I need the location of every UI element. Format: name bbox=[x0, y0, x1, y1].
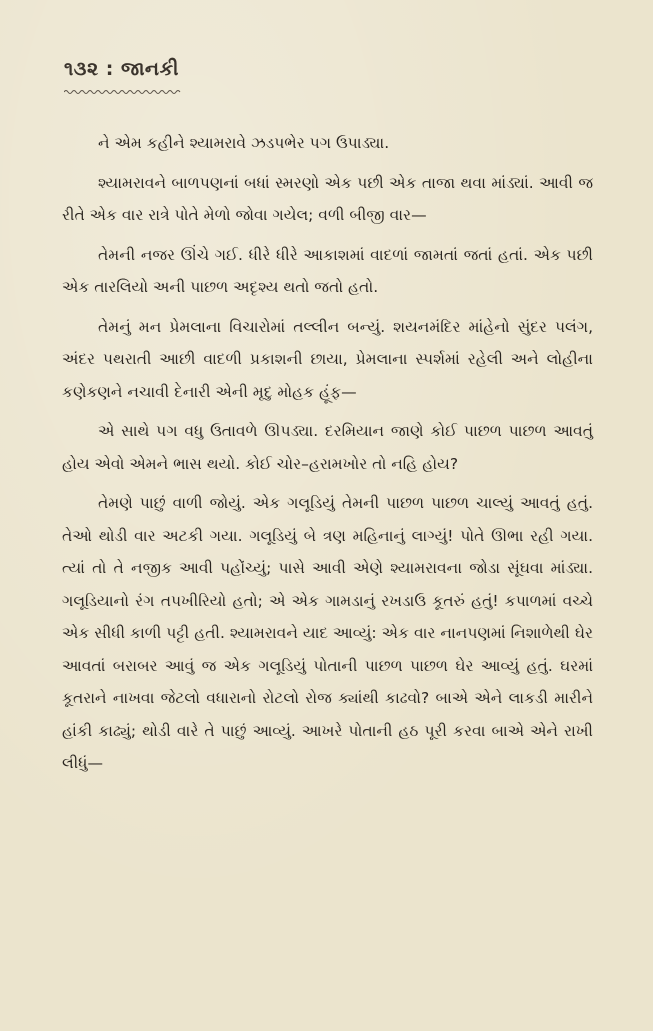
running-head: ૧૩૨ : જાનકી bbox=[64, 58, 179, 80]
wavy-rule bbox=[64, 89, 182, 95]
page-body bbox=[62, 127, 593, 780]
paragraph-4: તેમનું મન પ્રેમલાના વિચારોમાં તલ્લીન બન્યું. શયનમંદિર માંહેનો સુંદર પલંગ, અંદર પથરાતી આછી વાદળી પ્રકાશની છાયા, પ્રેમલાના સ્પર્શમાં રહેલી અને લોહીના કણેકણને નચાવી દેનારી એની મૃદુ મોહક હૂંફ— bbox=[62, 317, 593, 401]
paragraph-3: તેમની નજર ઊંચે ગઈ. ધીરે ધીરે આકાશમાં વાદળાં જામતાં જતાં હતાં. એક પછી એક તારલિયો અની પાછળ અદૃશ્ય થતો જતો હતો. bbox=[62, 245, 593, 296]
paragraph-6: તેમણે પાછું વાળી જોયું. એક ગલૂડિયું તેમની પાછળ પાછળ ચાલ્યું આવતું હતું. તેઓ થોડી વાર અટકી ગયા. ગલૂડિયું બે ત્રણ મહિનાનું લાગ્યું! પોતે ઊભા રહી ગયા. ત્યાં તો તે નજીક આવી પહોંચ્યું; પાસે આવી એણે શ્યામરાવના જોડા સૂંઘવા માંડ્યા. ગલૂડિયાનો રંગ તપખીરિયો હતો; એ એક ગામડાનું રખડાઉ કૂતરું હતું! કપાળમાં વચ્ચે એક સીધી કાળી પટ્ટી હતી. શ્યામરાવને યાદ આવ્યું: એક વાર નાનપણમાં નિશાળેથી ઘેર આવતાં બરાબર આવું જ એક ગલૂડિયું પોતાની પાછળ પાછળ ઘેર આવ્યું હતું. ઘરમાં કૂતરાને નાખવા જેટલો વધારાનો રોટલો રોજ ક્યાંથી કાઢવો? બાએ એને લાકડી મારીને હાંકી કાઢ્યું; થોડી વારે તે પાછું આવ્યું. આખરે પોતાની હઠ પૂરી કરવા બાએ એને રાખી લીધું— bbox=[62, 494, 593, 772]
paragraph-5: એ સાથે પગ વધુ ઉતાવળે ઊપડ્યા. દરમિયાન જાણે કોઈ પાછળ પાછળ આવતું હોય એવો એમને ભાસ થયો. કોઈ ચોર–હરામખોર તો નહિ હોય? bbox=[62, 422, 593, 473]
paragraph-2: શ્યામરાવને બાળપણનાં બધાં સ્મરણો એક પછી એક તાજા થવા માંડ્યાં. આવી જ રીતે એક વાર રાત્રે પોતે મેળો જોવા ગયેલ; વળી બીજી વાર— bbox=[62, 173, 593, 224]
paragraph-1: ને એમ કહીને શ્યામરાવે ઝડપભેર પગ ઉપાડ્યા. bbox=[98, 134, 390, 152]
